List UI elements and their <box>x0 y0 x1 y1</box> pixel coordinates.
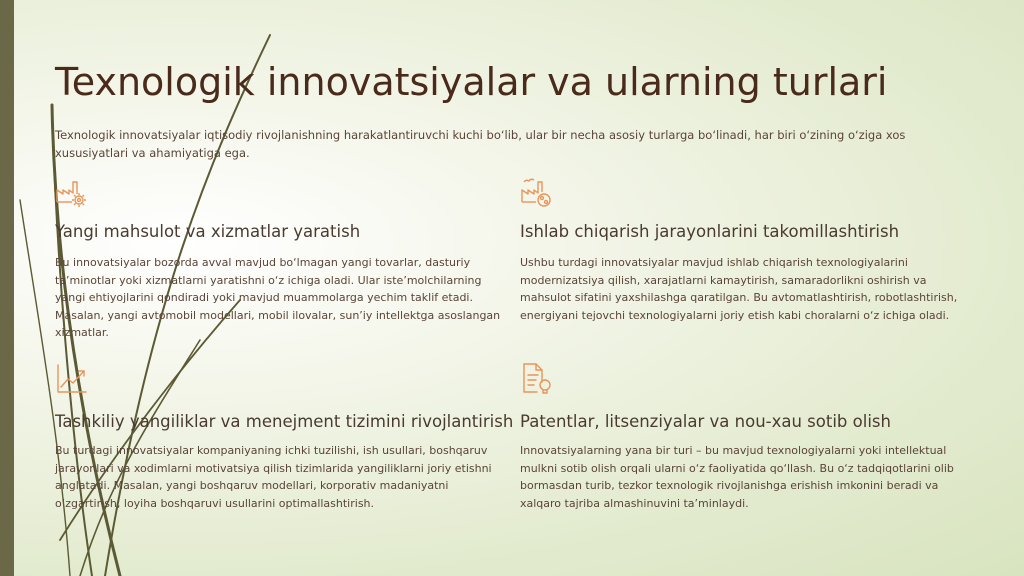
factory-gears-icon <box>520 176 554 210</box>
card-body: Ushbu turdagi innovatsiyalar mavjud ishlab chiqarish texnologiyalarini modernizatsiya qilish, xarajatlarni kamaytirish, samaradorlikni oshirish va mahsulot sifatini yaxshilashga qaratilgan. Bu avtomatlashtirish, robotlashtirish, energiyani tejovchi texnologiyalarni joriy etish kabi choralarni o‘z ichiga oladi. <box>520 256 958 322</box>
card-heading: Ishlab chiqarish jarayonlarini takomillashtirish <box>520 222 900 241</box>
chart-up-icon <box>55 362 89 396</box>
page-title: Texnologik innovatsiyalar va ularning turlari <box>55 60 888 104</box>
card-heading: Tashkiliy yangiliklar va menejment tizimini rivojlantirish <box>55 412 514 431</box>
factory-gear-icon <box>55 176 89 210</box>
card-body: Bu turdagi innovatsiyalar kompaniyaning ichki tuzilishi, ish usullari, boshqaruv jarayonlari va xodimlarni motivatsiya qilish tizimlarida yangiliklarni joriy etishni anglatadi. Masalan, yangi boshqaruv modellari, korporativ madaniyatni o‘zgartirish, loyiha boshqaruvi usullarini optimallashtirish. <box>55 444 492 510</box>
card-heading: Yangi mahsulot va xizmatlar yaratish <box>55 222 361 241</box>
left-accent-bar <box>0 0 14 576</box>
card-body: Bu innovatsiyalar bozorda avval mavjud bo‘lmagan yangi tovarlar, dasturiy ta’minotlar yoki xizmatlarni yaratishni o‘z ichiga oladi. Ular iste’molchilarning yangi ehtiyojlarini qondiradi yoki mavjud muammolarga yechim taklif etadi. Masalan, yangi avtomobil modellari, mobil ilovalar, sun’iy intellektga asoslangan xizmatlar. <box>55 256 501 339</box>
intro-text: Texnologik innovatsiyalar iqtisodiy rivojlanishning harakatlantiruvchi kuchi bo‘lib, ular bir necha asosiy turlarga bo‘linadi, har biri o‘zining o‘ziga xos xususiyatlari va ahamiyatiga ega. <box>55 128 906 160</box>
card-body: Innovatsiyalarning yana bir turi – bu mavjud texnologiyalarni yoki intellektual mulkni sotib olish orqali ularni o‘z faoliyatida qo‘llash. Bu o‘z tadqiqotlarini olib bormasdan turib, tezkor texnologik rivojlanishga erishish imkonini beradi va xalqaro tajriba almashinuvini ta’minlaydi. <box>520 444 954 510</box>
card-heading: Patentlar, litsenziyalar va nou-xau sotib olish <box>520 412 891 431</box>
document-idea-icon <box>520 362 554 396</box>
